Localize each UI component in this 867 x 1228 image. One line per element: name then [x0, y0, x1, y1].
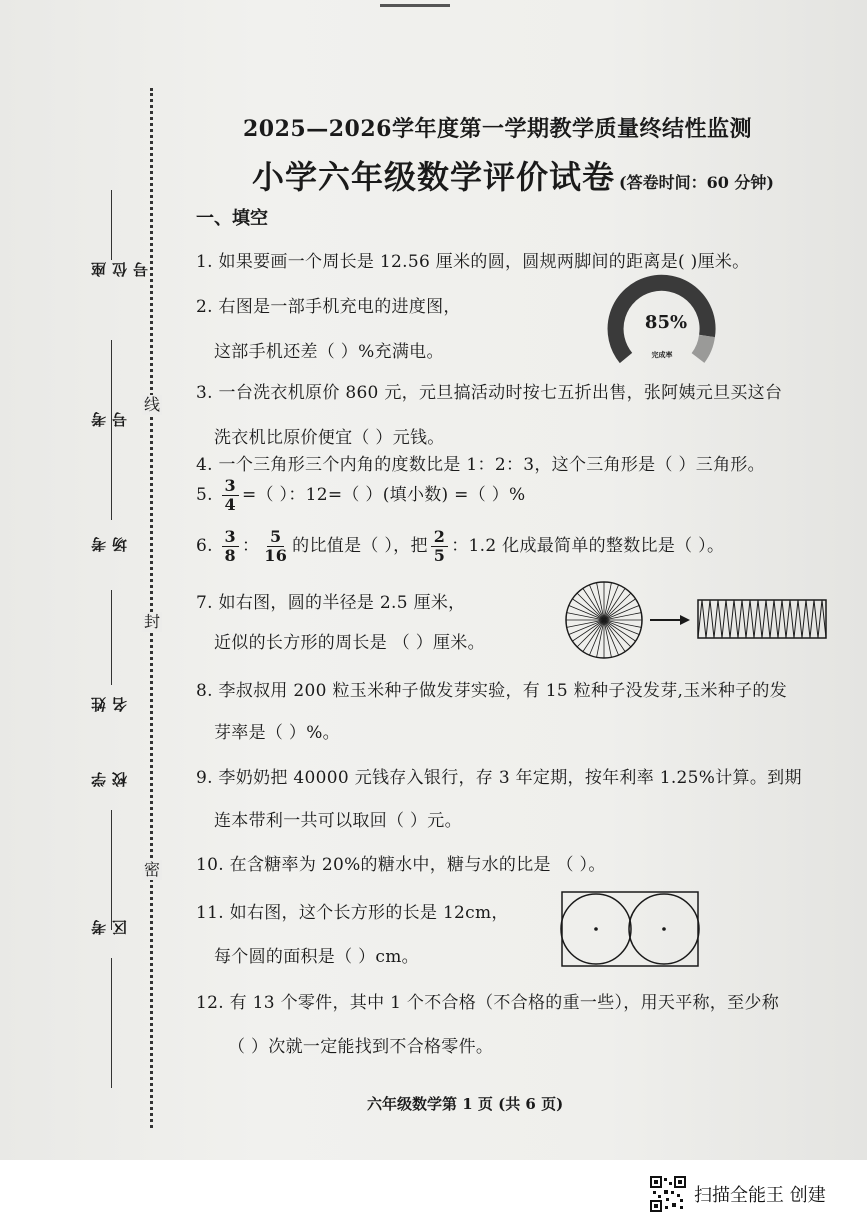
circle-sector-line — [577, 593, 604, 620]
gauge-percent-text: 85% — [644, 312, 688, 333]
approximate-rectangle — [698, 600, 826, 638]
circle-sector-line — [577, 620, 604, 647]
question-12-line1: 12. 有 13 个零件，其中 1 个不合格（不合格的重一些），用天平称，至少称 — [196, 993, 780, 1013]
circle-to-rectangle-figure — [562, 580, 832, 660]
question-12-line2: （ ）次就一定能找到不合格零件。 — [228, 1037, 494, 1057]
gauge-caption-text: 完成率 — [651, 351, 673, 359]
question-7-line1: 7. 如右图，圆的半径是 2.5 厘米， — [196, 593, 466, 613]
rectangle-two-circles-figure — [560, 890, 702, 970]
gauge-remaining-arc — [698, 336, 707, 358]
question-9-line1: 9. 李奶奶把 40000 元钱存入银行，存 3 年定期，按年利率 1.25%计算。到期 — [196, 768, 802, 788]
seal-char-mi: 密 — [143, 860, 160, 879]
sectored-circle — [566, 582, 642, 658]
exam-area-label: 考区 — [90, 918, 129, 935]
top-mark — [380, 4, 450, 7]
exam-number-line[interactable] — [111, 340, 112, 460]
page-footer: 六年级数学第 1 页 (共 6 页) — [367, 1095, 564, 1113]
seal-char-xian: 线 — [143, 395, 160, 414]
fraction-3-8: $\frac{3}{8}$ — [222, 528, 239, 565]
rectangle-zigzag-sectors — [698, 600, 826, 638]
question-8-line1: 8. 李叔叔用 200 粒玉米种子做发芽实验，有 15 粒种子没发芽,玉米种子的发 — [196, 681, 788, 701]
left-circle-center — [594, 927, 598, 931]
qr-code-icon — [650, 1176, 686, 1212]
exam-title: 小学六年级数学评价试卷 — [252, 158, 616, 196]
seal-char-feng: 封 — [143, 612, 160, 631]
scanner-app-label: 扫描全能王 创建 — [694, 1185, 826, 1206]
scanner-watermark — [650, 1176, 826, 1212]
question-5: 5. $\frac{3}{4}$ =（ ）：12=（ ）(填小数) =（ ）% — [196, 476, 526, 514]
charging-progress-gauge — [604, 266, 720, 366]
arrow-head-icon — [680, 615, 690, 625]
binding-dotted-line — [150, 88, 153, 1128]
question-2-line1: 2. 右图是一部手机充电的进度图， — [196, 297, 461, 317]
name-line[interactable] — [111, 590, 112, 685]
question-2-line2: 这部手机还差（ ）%充满电。 — [214, 342, 444, 362]
question-11-line1: 11. 如右图，这个长方形的长是 12cm， — [196, 903, 509, 923]
exam-room-line[interactable] — [111, 460, 112, 520]
exam-room-label: 考场 — [90, 535, 129, 552]
fraction-2-5: $\frac{2}{5}$ — [431, 528, 448, 565]
question-1: 1. 如果要画一个周长是 12.56 厘米的圆，圆规两脚间的距离是( )厘米。 — [196, 252, 750, 272]
school-line[interactable] — [111, 810, 112, 930]
question-7-line2: 近似的长方形的周长是 （ ）厘米。 — [214, 633, 485, 653]
fraction-3-4: $\frac{3}{4}$ — [222, 477, 239, 514]
name-label: 姓名 — [90, 695, 129, 712]
exam-area-line[interactable] — [111, 958, 112, 1088]
question-4: 4. 一个三角形三个内角的度数比是 1：2：3，这个三角形是（ ）三角形。 — [196, 455, 765, 475]
seat-number-label: 座位号 — [90, 260, 150, 277]
question-8-line2: 芽率是（ ）%。 — [214, 723, 340, 743]
right-circle-center — [662, 927, 666, 931]
question-9-line2: 连本带利一共可以取回（ ）元。 — [214, 811, 462, 831]
section-fill-blank-title: 一、填空 — [196, 208, 268, 229]
exam-term-heading: 2025—2026学年度第一学期教学质量终结性监测 — [243, 116, 752, 142]
school-label: 学校 — [90, 770, 129, 787]
exam-time-note: (答卷时间：60 分钟) — [619, 173, 774, 192]
question-10: 10. 在含糖率为 20%的糖水中，糖与水的比是 （ ）。 — [196, 855, 606, 875]
exam-number-label: 考号 — [90, 410, 129, 427]
outer-rectangle — [562, 892, 698, 966]
circle-sector-line — [604, 620, 631, 647]
exam-title-row — [252, 152, 774, 198]
question-3-line2: 洗衣机比原价便宜（ ）元钱。 — [214, 428, 445, 448]
circle-sector-line — [604, 593, 631, 620]
question-11-line2: 每个圆的面积是（ ）cm。 — [214, 947, 419, 967]
question-3-line1: 3. 一台洗衣机原价 860 元，元旦搞活动时按七五折出售，张阿姨元旦买这台 — [196, 383, 783, 403]
question-6: 6. $\frac{3}{8}$ ： $\frac{5}{16}$ 的比值是（ ），把 $\frac{2}{5}$ ：1.2 化成最简单的整数比是（ ）。 — [196, 527, 725, 565]
fraction-5-16: $\frac{5}{16}$ — [264, 527, 288, 565]
